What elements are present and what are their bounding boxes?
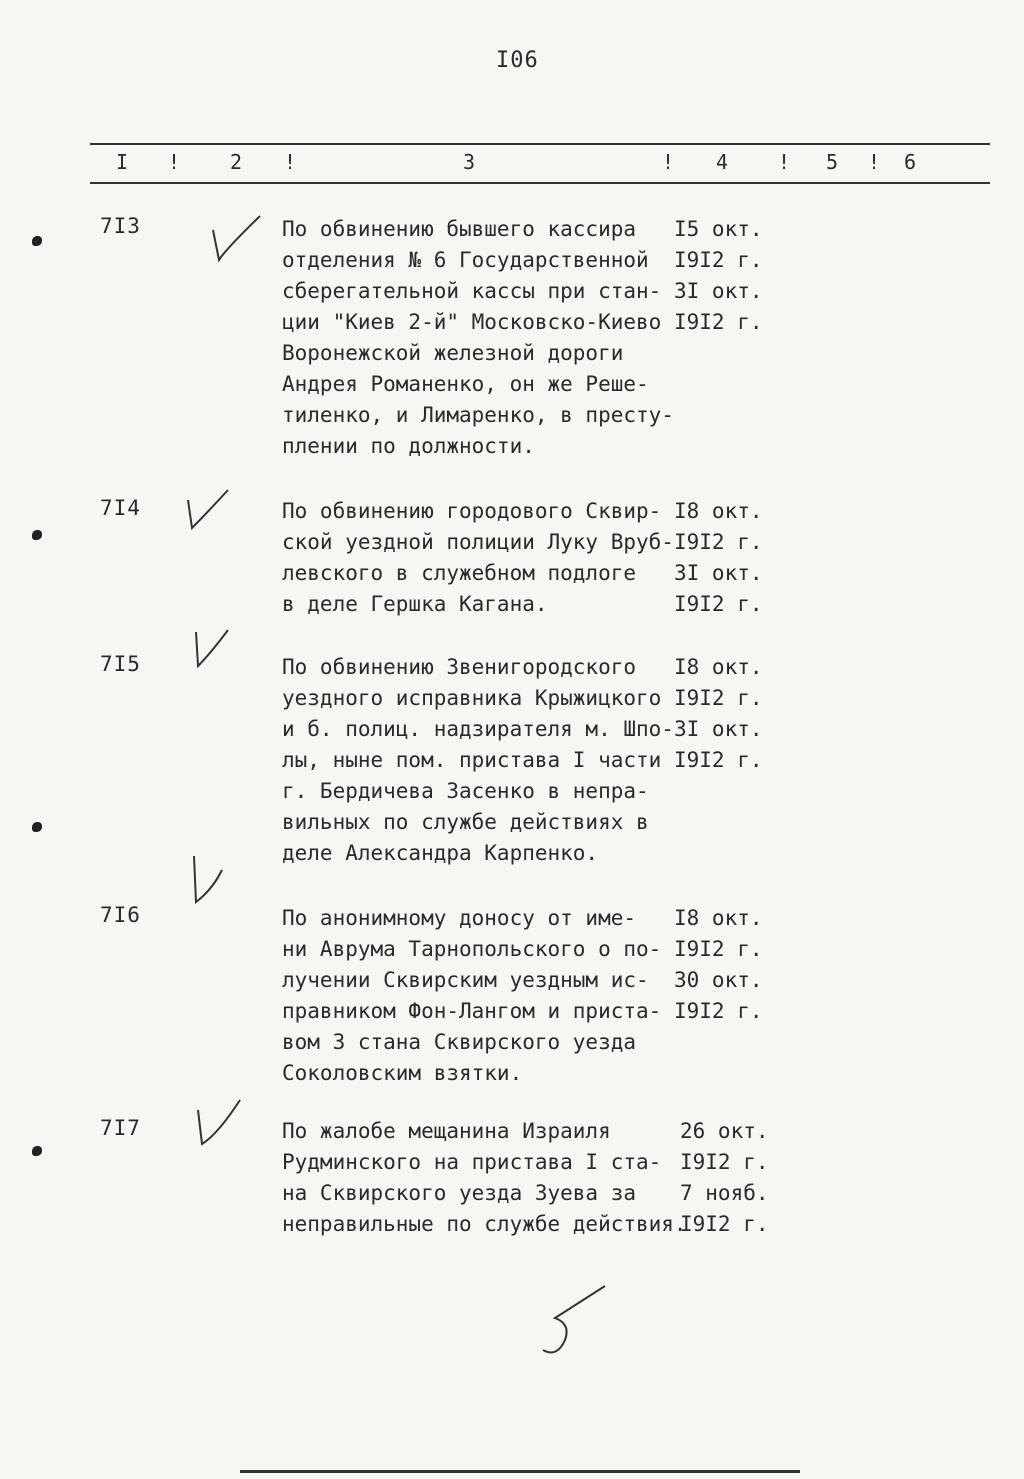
margin-punch-mark [32, 236, 42, 246]
date-line: 3I окт. [674, 561, 763, 585]
description-line: ни Аврума Тарнопольского о по- [282, 937, 662, 961]
check-mark-icon [184, 852, 234, 912]
column-separator: ! [284, 150, 297, 174]
description-line: Соколовским взятки. [282, 1061, 523, 1085]
description-line: г. Бердичева Засенко в непра- [282, 779, 649, 803]
column-header-6: 6 [904, 150, 917, 174]
margin-punch-mark [32, 1146, 42, 1156]
description-line: вом 3 стана Сквирского уезда [282, 1030, 637, 1054]
column-header-1: I [116, 150, 129, 174]
description-line: Рудминского на пристава I ста- [282, 1150, 662, 1174]
description-line: правником Фон-Лангом и приста- [282, 999, 662, 1023]
description-line: По обвинению Звенигородского [282, 655, 637, 679]
description-line: По обвинению бывшего кассира [282, 217, 637, 241]
description-line: левского в служебном подлоге [282, 561, 637, 585]
date-line: 26 окт. [680, 1119, 769, 1143]
case-number: 7I6 [100, 903, 141, 927]
header-top-rule [90, 143, 990, 145]
description-line: на Сквирского уезда Зуева за [282, 1181, 637, 1205]
column-header-row [0, 150, 1024, 178]
column-header-4: 4 [716, 150, 729, 174]
case-description [282, 903, 682, 1089]
margin-punch-mark [32, 822, 42, 832]
description-line: По жалобе мещанина Израиля [282, 1119, 611, 1143]
date-line: I9I2 г. [674, 686, 763, 710]
date-line: I9I2 г. [680, 1212, 769, 1236]
date-line: 30 окт. [674, 968, 763, 992]
description-line: вильных по службе действиях в [282, 810, 649, 834]
description-line: По анонимному доносу от име- [282, 906, 637, 930]
date-line: I8 окт. [674, 906, 763, 930]
date-line: I9I2 г. [674, 248, 763, 272]
check-mark-icon [180, 486, 240, 536]
case-description [282, 214, 682, 462]
check-mark-icon [190, 1098, 250, 1154]
date-line: 3I окт. [674, 717, 763, 741]
date-line: 7 нояб. [680, 1181, 769, 1205]
case-dates [674, 496, 784, 620]
description-line: По обвинению городового Сквир- [282, 499, 662, 523]
date-line: 3I окт. [674, 279, 763, 303]
column-header-3: 3 [463, 150, 476, 174]
description-line: плении по должности. [282, 434, 535, 458]
header-bottom-rule [90, 182, 990, 184]
date-line: I9I2 г. [674, 937, 763, 961]
column-header-5: 5 [826, 150, 839, 174]
date-line: I5 окт. [674, 217, 763, 241]
column-separator: ! [168, 150, 181, 174]
date-line: I9I2 г. [680, 1150, 769, 1174]
margin-punch-mark [32, 530, 42, 540]
date-line: I8 окт. [674, 499, 763, 523]
date-line: I9I2 г. [674, 592, 763, 616]
case-dates [674, 214, 784, 338]
description-line: деле Александра Карпенко. [282, 841, 599, 865]
date-line: I9I2 г. [674, 310, 763, 334]
page-number: I06 [496, 48, 539, 73]
check-mark-icon [205, 210, 265, 270]
case-description [282, 1116, 687, 1240]
case-number: 7I3 [100, 214, 141, 238]
date-line: I9I2 г. [674, 748, 763, 772]
handwritten-signature-icon [535, 1280, 615, 1370]
date-line: I9I2 г. [674, 999, 763, 1023]
bottom-edge-line [240, 1470, 800, 1473]
case-description [282, 652, 682, 869]
description-line: Андрея Романенко, он же Реше- [282, 372, 649, 396]
column-header-2: 2 [230, 150, 243, 174]
description-line: ской уездной полиции Луку Вруб- [282, 530, 674, 554]
description-line: Воронежской железной дороги [282, 341, 624, 365]
description-line: тиленко, и Лимаренко, в престу- [282, 403, 674, 427]
case-number: 7I7 [100, 1116, 141, 1140]
date-line: I8 окт. [674, 655, 763, 679]
case-number: 7I4 [100, 496, 141, 520]
case-dates [680, 1116, 790, 1240]
column-separator: ! [868, 150, 881, 174]
description-line: ции "Киев 2-й" Московско-Киево [282, 310, 662, 334]
date-line: I9I2 г. [674, 530, 763, 554]
case-dates [674, 652, 784, 776]
description-line: в деле Гершка Кагана. [282, 592, 548, 616]
description-line: неправильные по службе действия. [282, 1212, 687, 1236]
description-line: уездного исправника Крыжицкого [282, 686, 662, 710]
description-line: лучении Сквирским уездным ис- [282, 968, 649, 992]
column-separator: ! [662, 150, 675, 174]
case-description [282, 496, 682, 620]
check-mark-icon [188, 626, 238, 676]
description-line: сберегательной кассы при стан- [282, 279, 662, 303]
case-number: 7I5 [100, 652, 141, 676]
description-line: лы, ныне пом. пристава I части [282, 748, 662, 772]
column-separator: ! [778, 150, 791, 174]
description-line: отделения № 6 Государственной [282, 248, 649, 272]
description-line: и б. полиц. надзирателя м. Шпо- [282, 717, 674, 741]
case-dates [674, 903, 784, 1027]
